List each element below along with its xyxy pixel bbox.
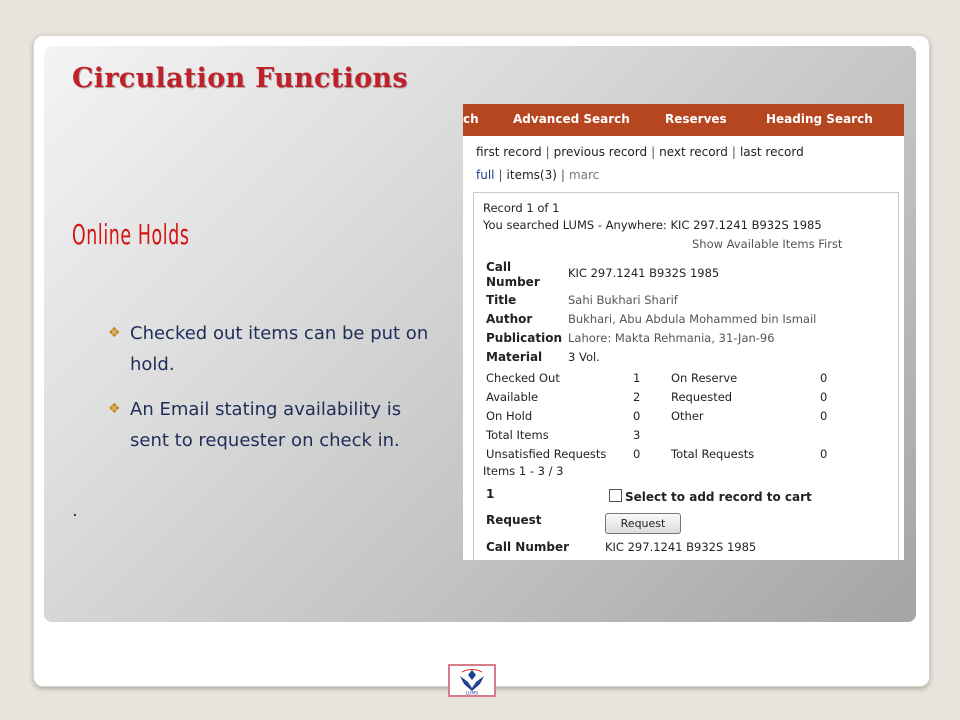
total-items-value: 3: [633, 428, 641, 442]
publication-value: Lahore: Makta Rehmania, 31-Jan-96: [568, 331, 775, 345]
previous-record-link[interactable]: previous record: [553, 145, 648, 159]
nav-item-search-partial[interactable]: ch: [463, 112, 479, 126]
available-value: 2: [633, 390, 641, 404]
author-value: Bukhari, Abu Abdula Mohammed bin Ismail: [568, 312, 817, 326]
last-record-link[interactable]: last record: [739, 145, 804, 159]
bullet-text: Checked out items can be put on hold.: [130, 323, 429, 375]
total-requests-label: Total Requests: [671, 447, 755, 461]
on-reserve-value: 0: [820, 371, 828, 385]
item-call-number-value: KIC 297.1241 B932S 1985: [605, 540, 757, 554]
bullet-text: An Email stating availability is sent to requester on check in.: [130, 399, 402, 451]
nav-item-heading-search[interactable]: Heading Search: [766, 112, 873, 126]
on-hold-label: On Hold: [486, 409, 533, 423]
add-to-cart-checkbox[interactable]: [609, 489, 622, 502]
trailing-dot: .: [72, 500, 78, 521]
record-count: Record 1 of 1: [483, 201, 560, 215]
slide-title: Circulation Functions: [72, 63, 408, 94]
svg-text:LUMS: LUMS: [465, 691, 479, 695]
request-label: Request: [486, 513, 542, 527]
checked-out-label: Checked Out: [486, 371, 560, 385]
total-items-label: Total Items: [486, 428, 549, 442]
lums-logo-icon: [450, 666, 494, 695]
title-value: Sahi Bukhari Sharif: [568, 293, 678, 307]
available-label: Available: [486, 390, 539, 404]
view-navigation: full | items(3) | marc: [476, 168, 600, 182]
item-number: 1: [486, 487, 495, 501]
call-label-2: Number: [486, 275, 540, 289]
opac-screenshot: [463, 104, 904, 560]
checked-out-value: 1: [633, 371, 641, 385]
items-view-link[interactable]: items(3): [506, 168, 557, 182]
bullet-item: [108, 394, 438, 456]
opac-nav-bar: [463, 104, 904, 136]
bullet-item: [108, 318, 438, 380]
other-label: Other: [671, 409, 704, 423]
requested-value: 0: [820, 390, 828, 404]
next-record-link[interactable]: next record: [659, 145, 728, 159]
search-summary: You searched LUMS - Anywhere: KIC 297.1241 B932S 1985: [483, 218, 822, 232]
call-number-value: KIC 297.1241 B932S 1985: [568, 266, 720, 280]
author-label: Author: [486, 312, 533, 326]
add-to-cart-label: Select to add record to cart: [625, 490, 812, 504]
add-to-cart-option[interactable]: [609, 489, 812, 504]
diamond-bullet-icon: ❖: [108, 401, 121, 417]
record-navigation: first record | previous record | next record | last record: [476, 145, 804, 159]
full-view-link[interactable]: full: [476, 168, 495, 182]
diamond-bullet-icon: ❖: [108, 325, 121, 341]
show-available-link[interactable]: Show Available Items First: [692, 237, 843, 251]
on-hold-value: 0: [633, 409, 641, 423]
bullet-list: [108, 318, 438, 470]
item-call-number-label: Call Number: [486, 540, 570, 554]
lums-logo: [448, 664, 496, 697]
marc-view-link[interactable]: marc: [568, 168, 600, 182]
nav-item-advanced-search[interactable]: Advanced Search: [513, 112, 630, 126]
other-value: 0: [820, 409, 828, 423]
unsatisfied-requests-label: Unsatisfied Requests: [486, 447, 607, 461]
items-range: Items 1 - 3 / 3: [483, 464, 564, 478]
material-value: 3 Vol.: [568, 350, 600, 364]
first-record-link[interactable]: first record: [476, 145, 542, 159]
publication-label: Publication: [486, 331, 563, 345]
request-button[interactable]: Request: [605, 513, 681, 534]
on-reserve-label: On Reserve: [671, 371, 738, 385]
title-label: Title: [486, 293, 517, 307]
call-label-1: Call: [486, 260, 512, 274]
total-requests-value: 0: [820, 447, 828, 461]
material-label: Material: [486, 350, 543, 364]
unsatisfied-requests-value: 0: [633, 447, 641, 461]
nav-item-reserves[interactable]: Reserves: [665, 112, 727, 126]
slide-subtitle: Online Holds: [72, 218, 190, 251]
requested-label: Requested: [671, 390, 733, 404]
